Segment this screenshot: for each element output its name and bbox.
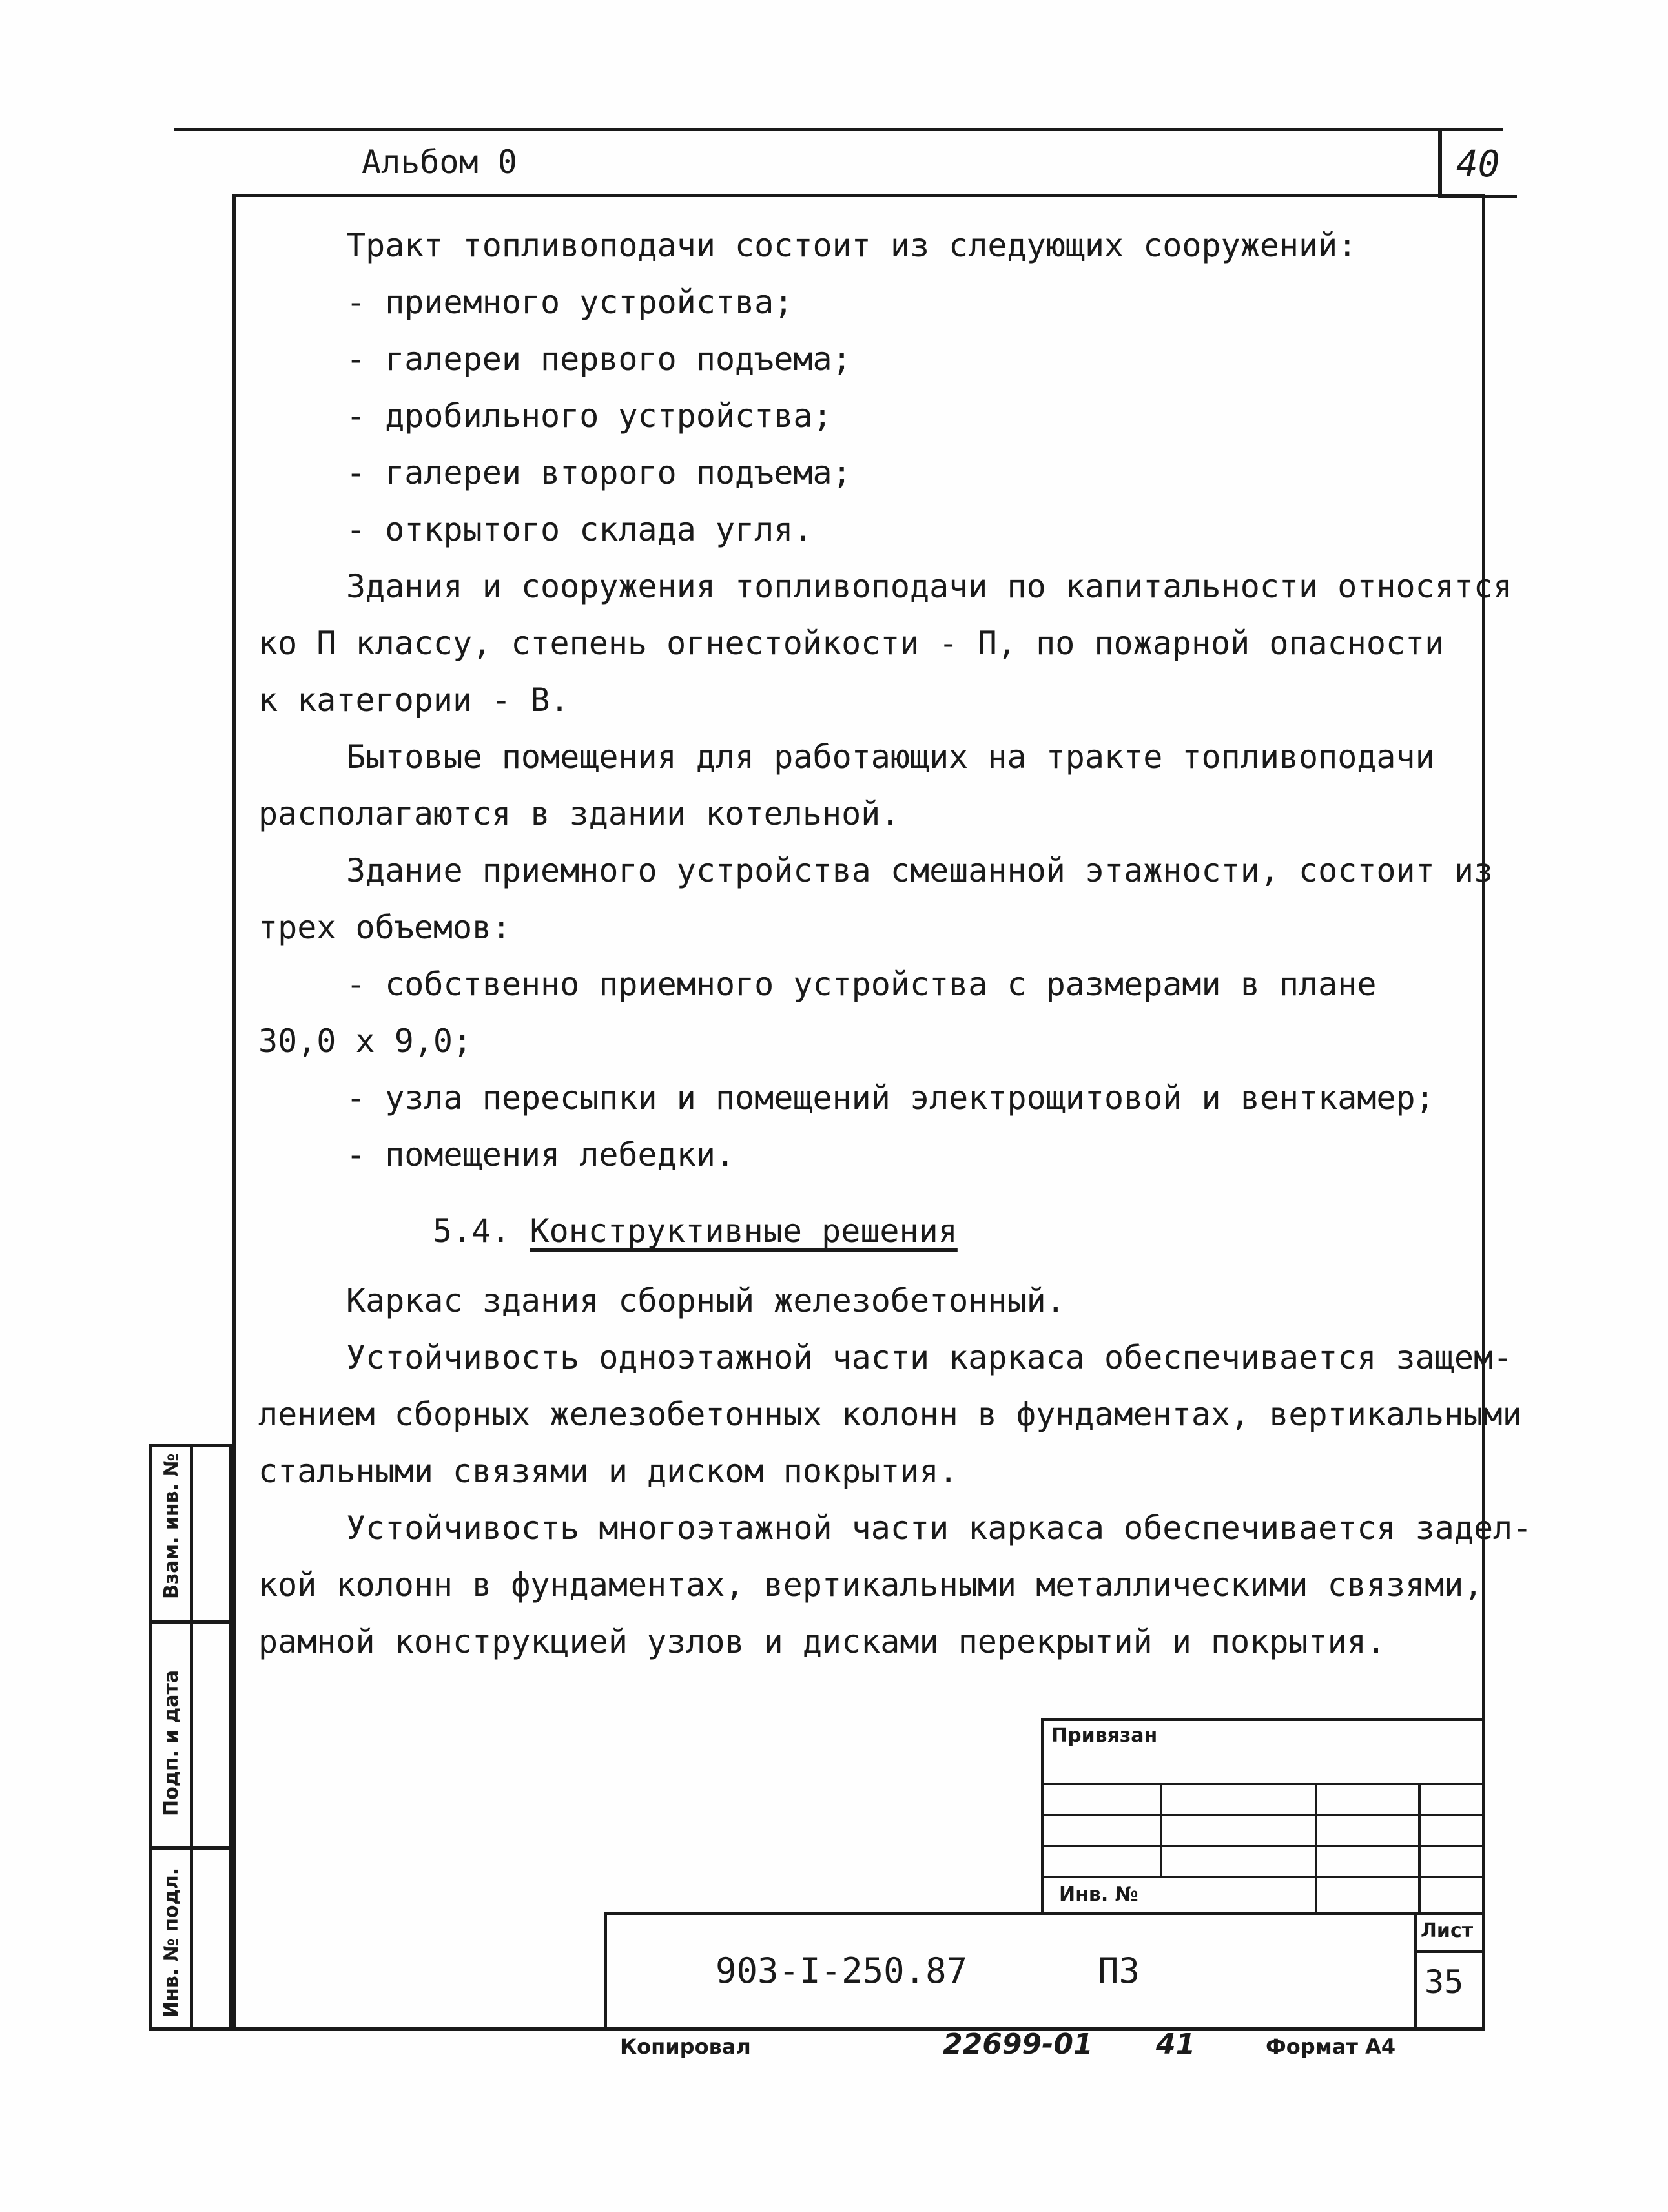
list-item: - дробильного устройства;: [346, 397, 832, 435]
text-line: Устойчивость многоэтажной части каркаса обеспечивается задел-: [346, 1509, 1532, 1547]
text-line: 30,0 х 9,0;: [258, 1022, 473, 1060]
text-line: стальными связями и диском покрытия.: [258, 1452, 958, 1490]
text-line: Бытовые помещения для работающих на тракте топливоподачи: [346, 738, 1435, 776]
order-number: 22699-01: [943, 2028, 1093, 2061]
text-line: располагаются в здании котельной.: [258, 795, 900, 832]
text-line: рамной конструкцией узлов и дисками перекрытий и покрытия.: [258, 1623, 1386, 1660]
section-title: Конструктивные решения: [530, 1212, 958, 1250]
stamp-divider: [1418, 1783, 1421, 1912]
section-heading: [258, 1203, 1459, 1259]
stamp-divider: [1160, 1783, 1162, 1878]
side-label-signature-date: Подп. и дата: [160, 1669, 183, 1816]
stamp-divider: [1315, 1783, 1317, 1912]
text-line: Устойчивость одноэтажной части каркаса обеспечивается защем-: [346, 1339, 1513, 1376]
text-line: Здание приемного устройства смешанной этажности, состоит из: [346, 852, 1494, 889]
text-line: ко П классу, степень огнестойкости - П, по пожарной опасности: [258, 625, 1445, 662]
top-rule: [174, 128, 1503, 131]
list-item: - приемного устройства;: [346, 284, 794, 321]
list-item: - помещения лебедки.: [346, 1136, 736, 1173]
format-label: Формат А4: [1266, 2034, 1396, 2059]
list-item: - галереи первого подъема;: [346, 340, 852, 378]
text-line: лением сборных железобетонных колонн в фундаментах, вертикальными: [258, 1396, 1522, 1433]
text-line: к категории - В.: [258, 681, 570, 719]
album-label: Альбом 0: [362, 143, 517, 181]
list-item: - открытого склада угля.: [346, 511, 813, 548]
sheet-label: Лист: [1421, 1919, 1474, 1942]
text-line: трех объемов:: [258, 909, 511, 946]
document-type: ПЗ: [1098, 1950, 1140, 1991]
side-stamp-divider: [190, 1447, 193, 2027]
inventory-label: Инв. №: [1059, 1883, 1138, 1906]
body-text: [258, 217, 1532, 1670]
side-stamp-row-divider: [152, 1846, 229, 1850]
text-line: кой колонн в фундаментах, вертикальными металлическими связями,: [258, 1566, 1483, 1604]
text-line: Здания и сооружения топливоподачи по капитальности относятся: [346, 568, 1513, 605]
order-suffix: 41: [1156, 2028, 1196, 2061]
list-item: - собственно приемного устройства с размерами в плане: [346, 966, 1377, 1003]
sheet-number: 35: [1425, 1963, 1464, 2001]
copied-by-label: Копировал: [620, 2034, 751, 2059]
side-label-replacement-inv: Взам. инв. №: [160, 1453, 183, 1599]
side-label-original-inv: Инв. № подл.: [160, 1867, 183, 2018]
list-item: - галереи второго подъема;: [346, 454, 852, 491]
list-item: - узла пересыпки и помещений электрощитовой и венткамер;: [346, 1079, 1435, 1117]
linked-label: Привязан: [1051, 1724, 1158, 1747]
text-line: Каркас здания сборный железобетонный.: [346, 1282, 1066, 1319]
section-number: 5.4.: [433, 1212, 511, 1250]
side-stamp-row-divider: [152, 1620, 229, 1624]
document-code: 903-I-250.87: [716, 1950, 968, 1991]
page-number: 40: [1456, 143, 1500, 185]
text-line: Тракт топливоподачи состоит из следующих сооружений:: [346, 227, 1357, 264]
title-block-divider: [1414, 1912, 1417, 2031]
title-block-rule: [1414, 1950, 1485, 1953]
